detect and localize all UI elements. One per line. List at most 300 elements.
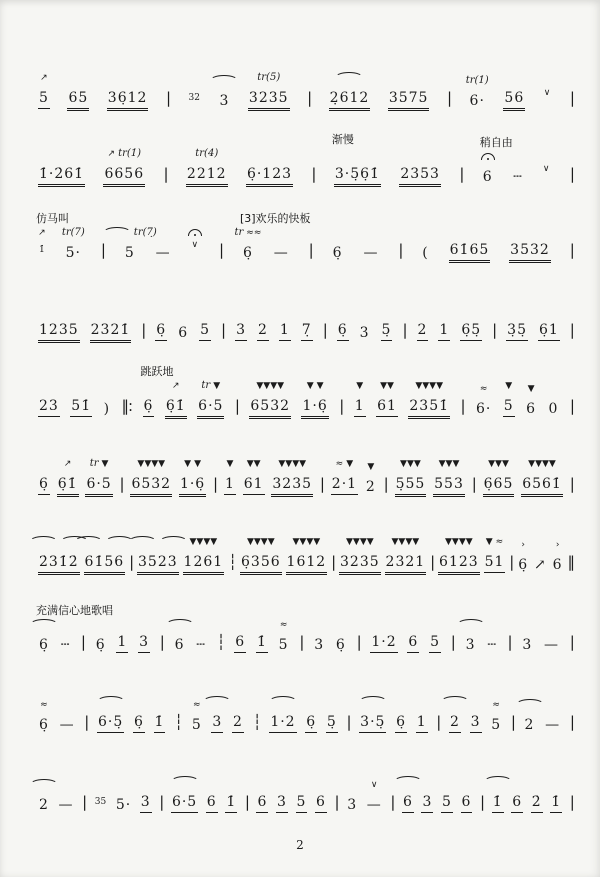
barline: | [213,475,218,494]
grace-note: 35 [94,797,107,808]
note-group [461,774,473,813]
ornament-mark [392,535,420,548]
note: 6̣ [518,557,529,573]
note: 1 [279,323,291,341]
note-group [36,604,113,653]
barline: ‖: [121,397,133,416]
articulation-icon: ▼ [101,458,109,469]
ornament-mark [367,460,374,473]
fermata-icon [188,229,202,236]
barline: | [221,321,226,340]
note-group [269,694,296,733]
note: 3·5̣ [359,715,386,733]
barline: | [471,475,476,494]
ornament-mark [492,698,500,711]
note: 3·5̣6̣1̇ [334,167,381,185]
ornament-mark [484,775,512,788]
note: 1·6̣ [179,477,206,495]
note-group [511,774,523,813]
barline: ┆ [228,553,237,572]
note: 6̣ [335,637,346,653]
slur-icon [75,536,103,547]
articulation-icon: ↗ [38,227,46,238]
ornament-mark [257,71,280,84]
note-group [484,534,506,573]
ornament-mark [356,379,363,392]
trill-icon: tr(7) [61,227,85,238]
ornament-mark [30,618,58,631]
note-group [70,378,92,417]
ornament-mark [193,698,201,711]
music-line-6 [38,456,574,495]
ornament-mark [210,74,238,87]
note-group [256,774,268,813]
note: 5 [491,717,502,733]
ornament-mark [190,535,218,548]
note: 6̣65 [483,477,515,495]
articulation-icon: ▼ [505,380,513,391]
articulation-icon: ▼▼ [246,458,261,469]
note: 2̣612 [329,91,371,109]
note: 6 [206,795,218,813]
ornament-mark [103,226,157,239]
barline: | [510,713,515,732]
note-group [140,774,152,813]
note-group [296,774,308,813]
note: 6· [469,93,485,109]
ornament-mark [128,535,187,548]
note: 3 [219,93,230,109]
barline: | [308,241,313,260]
note: ┄ [60,637,71,653]
note-group [544,697,561,733]
note-group [103,146,145,185]
ornament-mark [521,538,525,551]
note: 1235 [38,323,80,341]
note: 1̇ [492,795,504,813]
note-group [385,534,427,573]
music-line-1 [38,70,574,109]
articulation-icon: ▼▼▼▼ [256,380,285,391]
note: ( [422,245,429,261]
note: — [366,797,382,813]
expression-label: 稍自由 [479,136,513,149]
note-group [460,302,482,341]
note: 1 [416,715,428,733]
note: 2 [257,323,269,341]
ornament-mark [293,535,321,548]
note-group [548,381,560,417]
note-group [38,378,60,417]
fermata-icon [481,153,495,160]
articulation-icon: ▼▼▼▼ [137,458,166,469]
slur-icon [394,776,422,787]
barline: | [80,633,85,652]
note: 56 [503,91,525,109]
barline: | [430,553,435,572]
note: 6̣5̣ [460,323,482,341]
barline: | [480,793,485,812]
note-group [552,537,564,573]
note: 51 [484,555,506,573]
barline: | [507,633,512,652]
note: 1·2 [370,635,397,653]
ornament-mark [269,695,297,708]
note: 61 [376,399,398,417]
ornament-mark [166,618,194,631]
note: 2 [39,797,49,813]
articulation-icon: ▼ [306,380,314,391]
note: 6 [402,795,414,813]
barline: | [159,793,164,812]
note: — [544,637,560,653]
note-group [503,70,525,109]
articulation-icon: ▼▼▼▼ [391,536,420,547]
barline: | [460,397,465,416]
ornament-mark [256,379,284,392]
note-group [183,534,225,573]
barline: | [356,633,361,652]
articulation-icon: ≈ [495,536,504,547]
ornament-mark [38,226,46,239]
articulation-icon: ▼ [527,383,535,394]
note-group [90,302,132,341]
note-group [224,456,236,495]
note-group [346,777,358,813]
ornament-mark [280,618,288,631]
note-group [206,774,218,813]
note-group [218,73,230,109]
barline: | [509,553,514,572]
note-group [140,365,174,417]
music-line-5 [38,365,574,417]
note: 6·5 [197,399,224,417]
barline: | [383,475,388,494]
barline: | [334,793,339,812]
music-line-8 [36,604,574,653]
note: 6123 [438,555,480,573]
ornament-mark [171,775,199,788]
note: 1̇ [225,795,237,813]
note-group [61,225,85,261]
note: 5 [296,795,308,813]
note: 61 [243,477,265,495]
ornament-mark [278,457,306,470]
slur-icon [103,227,131,238]
barline: | [402,321,407,340]
note-group [301,302,313,341]
note-group [329,70,371,109]
note: 2 [524,717,535,733]
ornament-mark [247,457,261,470]
note-group [191,697,203,733]
barline: | [234,397,239,416]
trill-icon: tr [89,458,99,469]
note: 2351̇ [408,399,450,417]
note-group [38,302,80,341]
slur-icon [335,72,363,83]
music-line-9 [38,694,574,733]
note: 5̣ [326,715,338,733]
articulation-icon: › [521,539,525,550]
note: 2̇ [531,795,543,813]
note-group [58,777,75,813]
note-group [313,617,325,653]
note: 5 [191,717,202,733]
note-group [402,774,414,813]
note-group [524,697,536,733]
note: 51̇ [70,399,92,417]
note-group [337,302,349,341]
note-group [449,694,461,733]
slur-icon [203,696,231,707]
note-group [278,617,290,653]
note: 1̇ [256,635,268,653]
note-group [417,302,429,341]
note-group [550,774,562,813]
note: 2321 [385,555,427,573]
note: 6̣ [133,715,145,733]
note-group [95,617,107,653]
note: 61̇56 [84,555,126,573]
note: 6 [407,635,419,653]
ornament-mark [359,695,387,708]
note-group [475,381,492,417]
expression-label: 仿马叫 [36,212,69,226]
breath-mark: ∨ [542,164,551,175]
note: 6·5̣ [97,715,124,733]
ornament-mark [97,695,125,708]
note-group [429,614,441,653]
barline: | [244,793,249,812]
note-group [366,777,383,813]
articulation-icon: ↗ [172,380,180,391]
articulation-icon: ▼▼▼▼ [415,380,444,391]
note: ┄ [513,169,523,185]
articulation-icon: ≈ [335,458,344,469]
ornament-mark [203,695,231,708]
note-group [197,378,224,417]
articulation-icon: ▼ [367,461,375,472]
note: — [363,245,379,261]
note-group [171,774,198,813]
note-group [235,302,247,341]
note: 65 [67,91,89,109]
note: 6̣ [337,323,349,341]
articulation-icon: ▼▼▼ [400,458,421,469]
note: 3235 [339,555,381,573]
note: 6·5 [171,795,198,813]
articulation-icon: ▼ [184,458,192,469]
note: 2 [232,715,244,733]
expression-label: 渐慢 [331,133,354,146]
note: 6̣·123 [246,167,293,185]
note-group [248,70,290,109]
slur-icon [97,696,125,707]
articulation-icon: ▼ [485,536,493,547]
barline: | [84,713,89,732]
note: — [545,717,561,733]
expression-label: [3]欢乐的快板 [239,212,311,225]
note-group [138,614,150,653]
note: 0 [548,401,559,417]
slur-icon [359,696,387,707]
note: 6̣ [39,717,49,733]
note-group [381,302,393,341]
slur-icon [441,696,469,707]
ornament-mark [466,74,489,87]
note: 6̣ [305,715,317,733]
note: 6 [482,169,493,185]
note: 2·1 [331,477,358,495]
note: ┄ [196,637,206,653]
barline: | [165,89,170,108]
barline: | [569,713,574,732]
note: 6̣ [395,715,407,733]
note-group [85,456,112,495]
note-group [211,694,223,733]
note: 5 [429,635,441,653]
note-group [97,694,124,733]
note-group [191,225,201,261]
ornament-mark [90,457,109,470]
note: 2212 [186,167,228,185]
note-group [441,774,453,813]
grace-note: 1̇ [39,245,45,256]
barline: | [339,397,344,416]
note-group [234,212,311,261]
articulation-icon: ≈ [492,699,500,710]
barline: | [129,553,134,572]
note-group [305,694,317,733]
barline: | [450,633,455,652]
barline: | [569,89,574,108]
slur-icon [30,619,58,630]
barline: | [390,793,395,812]
music-line-4 [38,302,574,341]
note: 3 [421,795,433,813]
ornament-mark [505,379,512,392]
note-group [542,149,552,185]
barline: | [307,89,312,108]
ornament-mark [400,457,421,470]
ornament-mark [62,226,85,239]
note-group [521,456,563,495]
grace-note: 32 [188,93,200,104]
note-group [234,614,246,653]
note-group [38,146,85,185]
note-group [533,537,548,573]
note-group [256,614,268,653]
ornament-mark [441,695,469,708]
note-group [103,381,111,417]
note-group [137,534,179,573]
note-group [124,225,157,261]
note-group [335,617,347,653]
barline: | [459,165,464,184]
note: — [59,717,75,733]
barline: ┆ [252,713,261,732]
note-group [416,694,428,733]
note-group [186,146,228,185]
note-group [339,534,381,573]
note: 3 [465,637,476,653]
trill-icon: tr(1̇) [465,75,489,86]
note: 6· [475,401,492,417]
note: 1 [224,477,236,495]
articulation-icon: ▼ [346,458,354,469]
note-group [543,617,560,653]
ornament-mark [394,775,422,788]
note: ┄ [487,637,497,653]
note-group [115,777,132,813]
note-group [376,378,398,417]
note-group [188,73,201,109]
barline: | [436,713,441,732]
note: 1 [438,323,450,341]
note-group [479,136,513,185]
note: — [273,245,289,261]
note: 2353 [399,167,441,185]
ornament-mark [188,226,202,239]
ornament-mark [226,457,233,470]
articulation-icon: ≈≈ [246,227,262,238]
note-group [331,456,358,495]
note: 6̣1̇ [57,477,79,495]
ornament-mark [137,457,165,470]
articulation-icon: ≈ [479,383,488,394]
note: — [155,245,171,261]
barline: | [398,241,403,260]
slur-icon [269,696,297,707]
trill-icon: tr(1̇) [118,148,142,159]
barline: | [119,475,124,494]
note: 61̇65 [449,243,491,261]
note: 23 [38,399,60,417]
ornament-mark [516,698,544,711]
barline: | [100,241,105,260]
articulation-icon: ▼▼▼▼ [246,536,275,547]
trill-icon: tr [201,380,211,391]
note: 6532 [130,477,172,495]
note: 6̣ [143,399,155,417]
articulation-icon: ▼ [213,380,221,391]
trill-icon: tr(4) [195,148,219,159]
note-group [271,456,313,495]
ornament-mark [445,535,473,548]
note: 5 [199,323,211,341]
note: 3 [470,715,482,733]
note-group [326,694,338,733]
barline: | [569,165,574,184]
note-group [38,70,50,109]
note-group [84,534,126,573]
note: 553 [433,477,465,495]
breath-mark: ∨ [191,240,200,251]
articulation-icon: ▼ [356,380,364,391]
ornament-mark [335,71,363,84]
note: 6̣ [332,245,343,261]
note-group [509,222,551,261]
note: 3 [314,637,325,653]
note: 1 [116,635,128,653]
note-group [512,149,523,185]
articulation-icon: ▼ [226,458,234,469]
barline: | [159,633,164,652]
articulation-icon: ▼▼▼ [488,458,509,469]
note: 1̇·2̇61̇ [38,167,85,185]
note: 3 [211,715,223,733]
